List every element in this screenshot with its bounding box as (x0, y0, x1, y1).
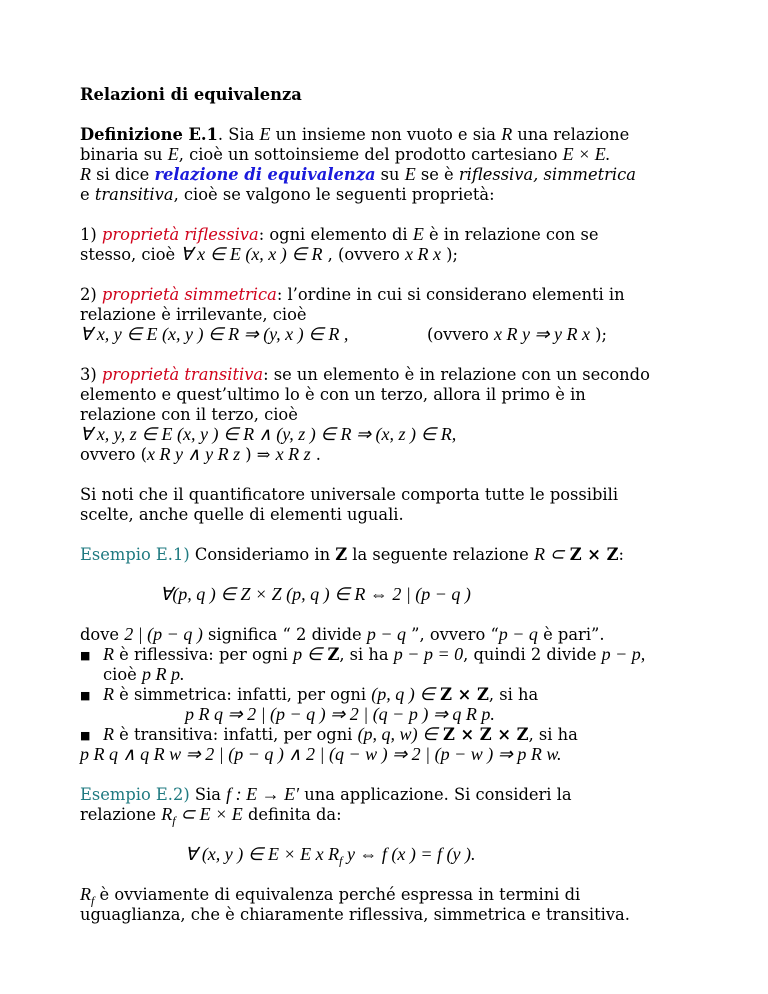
note-line-1: Si noti che il quantificatore universale comporta tutte le possibili (80, 485, 619, 504)
example-1-bullet-2-formula: p R q ⇒ 2 | (p − q ) ⇒ 2 | (q − p ) ⇒ q R p. (185, 704, 495, 724)
property-1-line-2: stesso, cioè ∀ x ∈ E (x, x ) ∈ R , (ovvero x R x ); (80, 244, 458, 264)
example-2-conclusion-1: $R_f$ è ovviamente di equivalenza perché espressa in termini di (80, 884, 581, 908)
example-1-formula: ∀(p, q ) ∈ Z × Z (p, q ) ∈ R ⇔ 2 | (p − q ) (160, 584, 471, 604)
bullet-square-icon: ■ (80, 689, 91, 702)
property-2-line-2: relazione è irrilevante, cioè (80, 305, 307, 324)
example-1-label: Esempio E.1) (80, 545, 190, 564)
definition-label: Definizione E.1 (80, 125, 218, 144)
example-2-formula: ∀ (x, y ) ∈ E × E x $R_f$ y ⇔ f (x ) = f (y ). (185, 844, 476, 868)
property-2-name: proprietà simmetrica (101, 285, 277, 304)
example-2-conclusion-2: uguaglianza, che è chiaramente riflessiva, simmetrica e transitiva. (80, 905, 630, 924)
definition-line-2: binaria su E, cioè un sottoinsieme del prodotto cartesiano E × E. (80, 144, 611, 164)
property-1-line-1: 1) proprietà riflessiva: ogni elemento di E è in relazione con se (80, 224, 599, 244)
property-3-line-5: ovvero (x R y ∧ y R z ) ⇒ x R z . (80, 444, 321, 464)
property-3-line-3: relazione con il terzo, cioè (80, 405, 298, 424)
example-1-line-1: Esempio E.1) Consideriamo in Z la seguente relazione R ⊂ Z × Z: (80, 544, 624, 564)
note-line-2: scelte, anche quelle di elementi uguali. (80, 505, 404, 524)
example-1-bullet-1-cont: cioè p R p. (103, 664, 185, 684)
example-2-line-2: relazione $R_f$ ⊂ E × E definita da: (80, 804, 342, 828)
page-title: Relazioni di equivalenza (80, 85, 302, 104)
property-3-name: proprietà transitiva (101, 365, 264, 384)
property-1-name: proprietà riflessiva (101, 225, 259, 244)
definition-line-4: e transitiva, cioè se valgono le seguenti proprietà: (80, 185, 495, 204)
property-3-line-1: 3) proprietà transitiva: se un elemento è in relazione con un secondo (80, 365, 650, 384)
highlighted-term: relazione di equivalenza (154, 165, 376, 184)
property-2-ovvero: (ovvero x R y ⇒ y R x ); (427, 324, 607, 344)
definition-line-1: Definizione E.1. Sia E un insieme non vuoto e sia R una relazione (80, 124, 630, 144)
example-2-label: Esempio E.2) (80, 785, 190, 804)
example-1-bullet-2: R è simmetrica: infatti, per ogni (p, q ) ∈ Z × Z, si ha (103, 684, 539, 704)
example-1-bullet-3-formula: p R q ∧ q R w ⇒ 2 | (p − q ) ∧ 2 | (q − w ) ⇒ 2 | (p − w ) ⇒ p R w. (80, 744, 562, 764)
property-3-line-2: elemento e quest’ultimo lo è con un terzo, allora il primo è in (80, 385, 586, 404)
property-2-formula: ∀ x, y ∈ E (x, y ) ∈ R ⇒ (y, x ) ∈ R , (80, 324, 349, 344)
property-2-line-3 (80, 325, 348, 344)
definition-line-3: R si dice relazione di equivalenza su E se è riflessiva, simmetrica (80, 164, 636, 184)
property-1-formula: ∀ x ∈ E (x, x ) ∈ R (180, 244, 323, 264)
property-2-line-1: 2) proprietà simmetrica: l’ordine in cui si considerano elementi in (80, 285, 625, 304)
bullet-square-icon: ■ (80, 649, 91, 662)
example-1-bullet-3: R è transitiva: infatti, per ogni (p, q, w) ∈ Z × Z × Z, si ha (103, 724, 578, 744)
bullet-square-icon: ■ (80, 729, 91, 742)
property-3-line-4 (80, 425, 456, 444)
example-2-line-1: Esempio E.2) Sia f : E → E′ una applicazione. Si consideri la (80, 784, 572, 804)
example-1-bullet-1: R è riflessiva: per ogni p ∈ Z, si ha p − p = 0, quindi 2 divide p − p, (103, 644, 646, 664)
example-1-dove-line: dove 2 | (p − q ) significa “ 2 divide p − q ”, ovvero “p − q è pari”. (80, 624, 605, 644)
property-3-formula: ∀ x, y, z ∈ E (x, y ) ∈ R ∧ (y, z ) ∈ R ⇒ (x, z ) ∈ R, (80, 424, 457, 444)
